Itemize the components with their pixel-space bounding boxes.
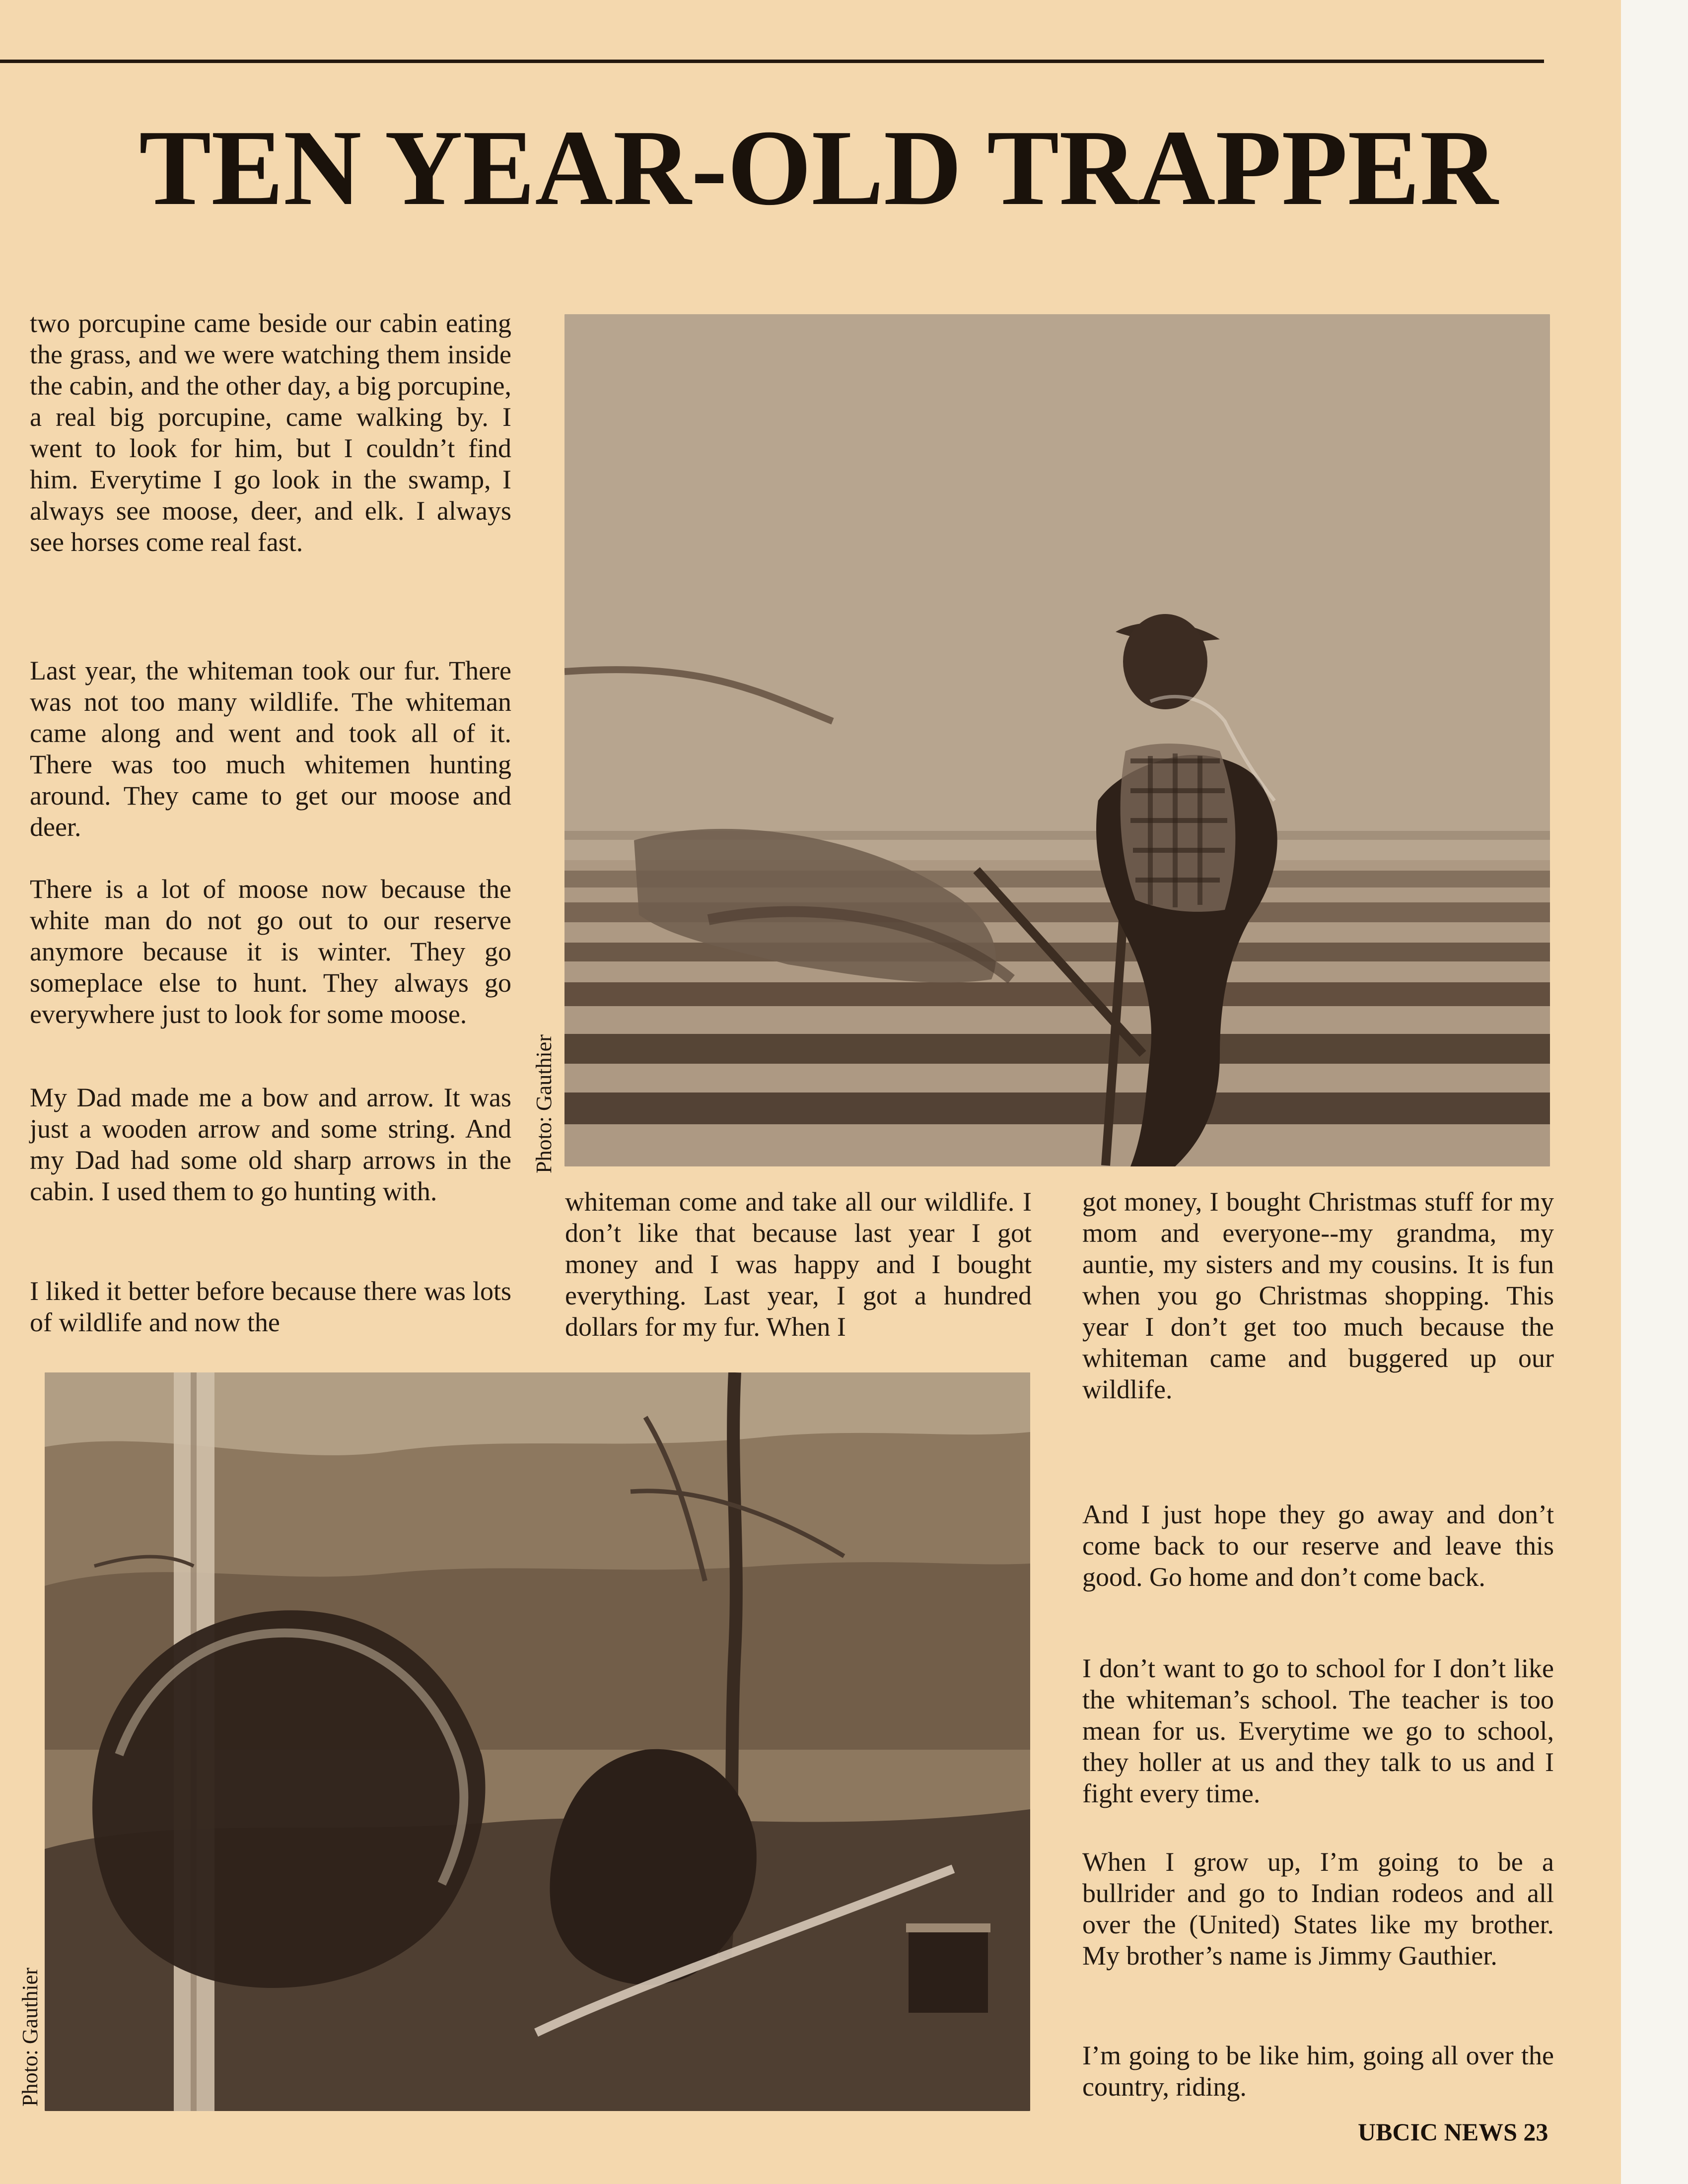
left-column-paragraph-3: There is a lot of moose now because the white man do not go out to our reserve anymore because it is winter. They go someplace else to hunt. They always go everywhere just to look for some moose.	[30, 874, 511, 1029]
right-column-paragraph-3: I don’t want to go to school for I don’t like the whiteman’s school. The teacher is too mean for us. Everytime we go to school, they holler at us and they talk to us and I fight every time.	[1082, 1653, 1554, 1808]
raft-photo	[564, 314, 1550, 1166]
top-rule	[0, 60, 1544, 63]
top-photo-credit: Photo: Gauthier	[532, 1034, 556, 1173]
forest-photo	[45, 1372, 1030, 2111]
left-column-paragraph-5: I liked it better before because there was lots of wildlife and now the	[30, 1276, 511, 1337]
bottom-photo-credit: Photo: Gauthier	[18, 1968, 42, 2107]
page-edge	[1621, 0, 1688, 2184]
right-column-paragraph-4: When I grow up, I’m going to be a bullrider and go to Indian rodeos and all over the (United) States like my brother. My brother’s name is Jimmy Gauthier.	[1082, 1847, 1554, 1971]
left-column-paragraph-1: two porcupine came beside our cabin eating the grass, and we were watching them inside the cabin, and the other day, a big porcupine, a real big porcupine, came walking by. I went to look for him, but I couldn’t find him. Everytime I go look in the swamp, I always see moose, deer, and elk. I always see horses come real fast.	[30, 308, 511, 557]
left-column-paragraph-2: Last year, the whiteman took our fur. There was not too many wildlife. The whiteman came along and went and took all of it. There was too much whitemen hunting around. They came to get our moose and deer.	[30, 656, 511, 842]
right-column-paragraph-1: got money, I bought Christmas stuff for my mom and everyone--my grandma, my auntie, my sisters and my cousins. It is fun when you go Christmas shopping. This year I don’t get too much because the whiteman came and buggered up our wildlife.	[1082, 1187, 1554, 1404]
right-column-paragraph-2: And I just hope they go away and don’t come back to our reserve and leave this good. Go home and don’t come back.	[1082, 1500, 1554, 1592]
left-column-paragraph-4: My Dad made me a bow and arrow. It was just a wooden arrow and some string. And my Dad had some old sharp arrows in the cabin. I used them to go hunting with.	[30, 1083, 511, 1206]
page-footer: UBCIC NEWS 23	[1358, 2118, 1548, 2146]
right-column-paragraph-5: I’m going to be like him, going all over the country, riding.	[1082, 2041, 1554, 2102]
article-headline: TEN YEAR-OLD TRAPPER	[139, 108, 1498, 228]
middle-column-paragraph-1: whiteman come and take all our wildlife. I don’t like that because last year I got money and I was happy and I bought everything. Last year, I got a hundred dollars for my fur. When I	[565, 1187, 1032, 1342]
